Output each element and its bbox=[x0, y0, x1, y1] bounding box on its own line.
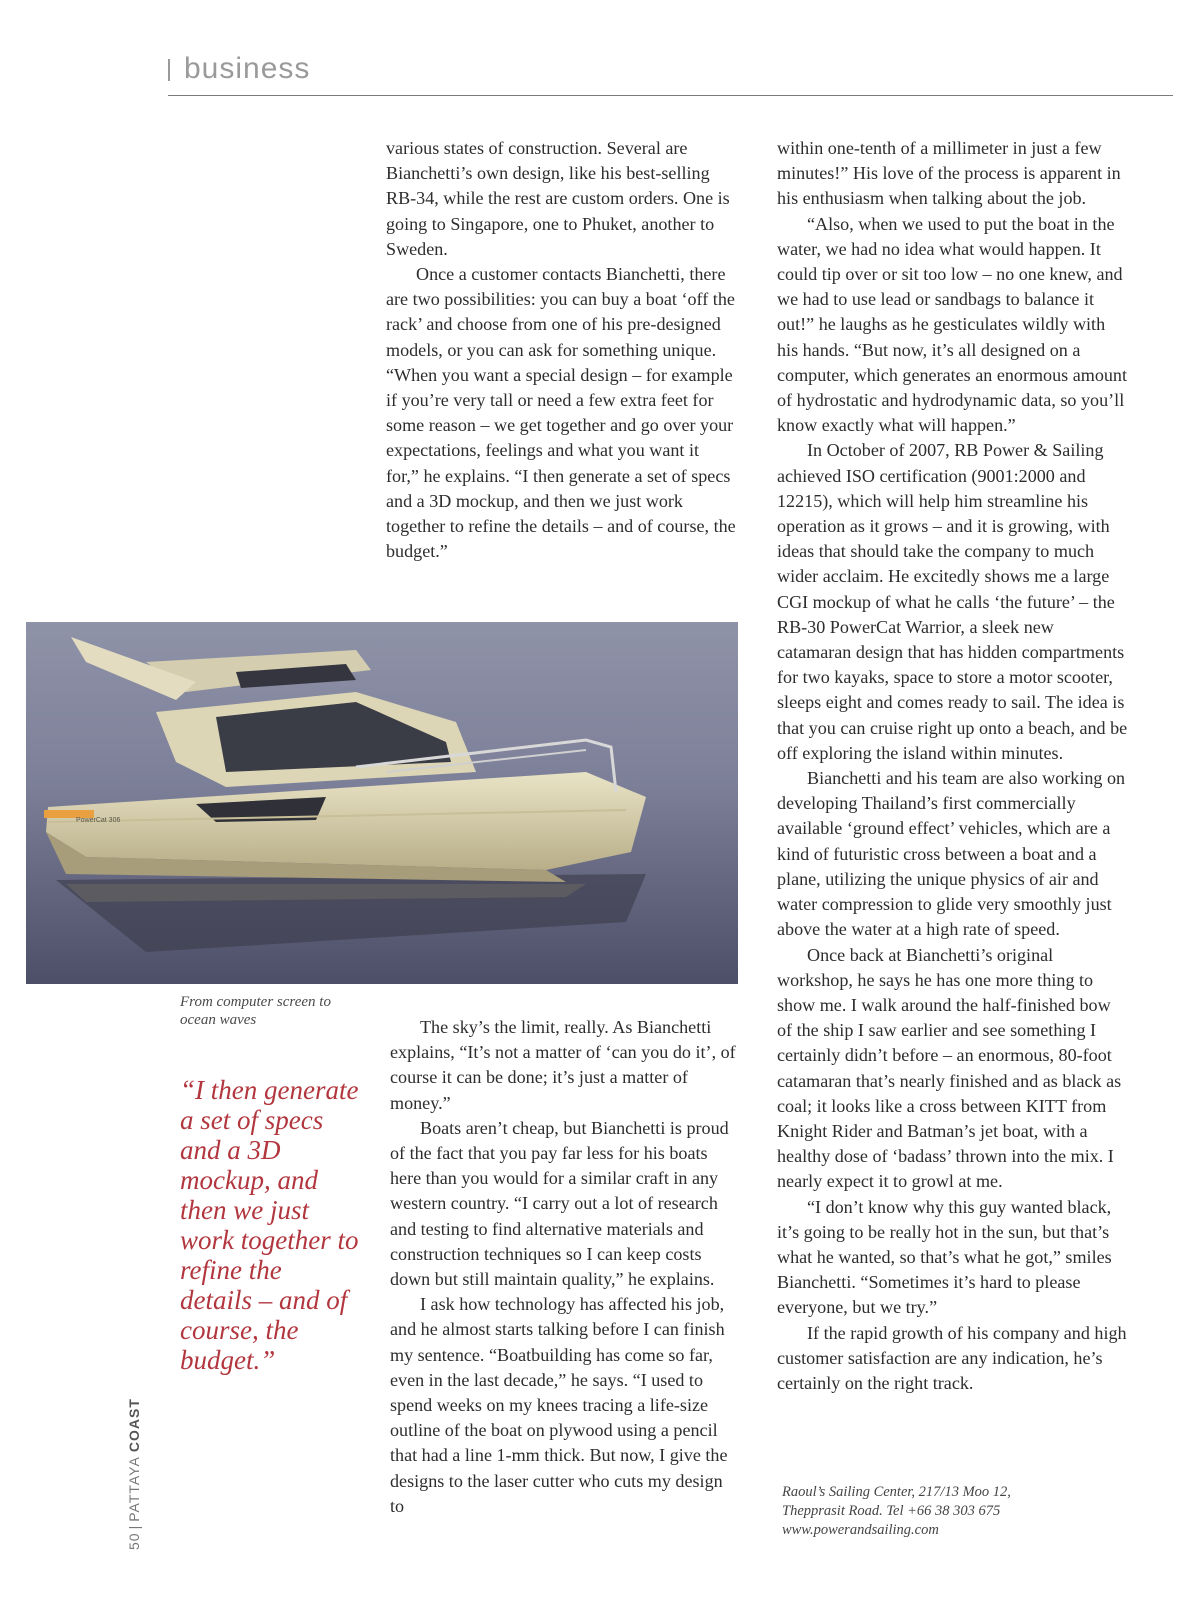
paragraph: various states of construction. Several are Bianchetti’s own design, like his best-selling RB-34, while the rest are custom orders. One is going to Singapore, one to Phuket, another to Sweden. bbox=[386, 138, 730, 259]
paragraph: Once back at Bianchetti’s original workshop, he says he has one more thing to show me. I walk around the half-finished bow of the ship I saw earlier and see something I certainly didn’t before – an enormous, 80-foot catamaran that’s nearly finished and as black as coal; it looks like a cross between KITT from Knight Rider and Batman’s jet boat, with a healthy dose of ‘badass’ thrown into the mix. I nearly expect it to growl at me. bbox=[777, 944, 1122, 1192]
paragraph: Bianchetti and his team are also working on developing Thailand’s first commercially available ‘ground effect’ vehicles, which are a kind of futuristic cross between a boat and a plane, utilizing the unique physics of air and water compression to glide very smoothly just above the water at a high rate of speed. bbox=[777, 768, 1126, 940]
page-folio bbox=[126, 1398, 142, 1550]
paragraph: If the rapid growth of his company and high customer satisfaction are any indication, he’s certainly on the right track. bbox=[777, 1322, 1127, 1393]
article-column-middle-bottom bbox=[390, 1015, 740, 1519]
paragraph: “I don’t know why this guy wanted black, it’s going to be really hot in the sun, but that’s what he wanted, so that’s what he got,” smiles Bianchetti. “Sometimes it’s hard to please everyone, but we try.” bbox=[777, 1196, 1112, 1318]
folio-separator: | bbox=[126, 1524, 142, 1530]
paragraph: Once a customer contacts Bianchetti, there are two possibilities: you can buy a boat ‘off the rack’ and choose from one of his pre-designed models, or you can ask for something unique. “When you want a special design – for example if you’re very tall or need a few extra feet for some reason – we get together and go over your expectations, feelings and what you want it for,” he explains. “I then generate a set of specs and a 3D mockup, and then we just work together to refine the details – and of course, the budget.” bbox=[386, 264, 736, 562]
hull-label: PowerCat 306 bbox=[76, 817, 121, 824]
section-title: business bbox=[184, 52, 311, 85]
credit-address: Raoul’s Sailing Center, 217/13 Moo 12, bbox=[782, 1484, 1011, 1500]
section-bar bbox=[168, 59, 170, 81]
pull-quote: “I then generate a set of specs and a 3D mockup, and then we just work together to refine the details – and of course, the budget.” bbox=[180, 1075, 359, 1375]
paragraph: Boats aren’t cheap, but Bianchetti is proud of the fact that you pay far less for his boats here than you would for a similar craft in any western country. “I carry out a lot of research and testing to find alternative materials and construction techniques so I can keep costs down but still maintain quality,” he explains. bbox=[390, 1117, 729, 1290]
paragraph: within one-tenth of a millimeter in just a few minutes!” His love of the process is apparent in his enthusiasm when talking about the job. bbox=[777, 138, 1121, 209]
credit-website: www.powerandsailing.com bbox=[782, 1522, 939, 1538]
article-column-middle-top bbox=[386, 136, 736, 564]
page-number: 50 bbox=[126, 1532, 142, 1550]
header-rule bbox=[168, 95, 1173, 96]
paragraph: I ask how technology has affected his job, and he almost starts talking before I can finish my sentence. “Boatbuilding has come so far, even in the last decade,” he says. “I used to spend weeks on my knees tracing a life-size outline of the boat on plywood using a pencil that had a line 1-mm thick. But now, I give the designs to the laser cutter who cuts my design to bbox=[390, 1294, 728, 1516]
credit-road-phone: Thepprasit Road. Tel +66 38 303 675 bbox=[782, 1503, 1001, 1519]
paragraph: In October of 2007, RB Power & Sailing achieved ISO certification (9001:2000 and 12215), which will help him streamline his operation as it grows – and it is growing, with ideas that should take the company to much wider acclaim. He excitedly shows me a large CGI mockup of what he calls ‘the future’ – the RB-30 PowerCat Warrior, a sleek new catamaran design that has hidden compartments for two kayaks, space to store a motor scooter, sleeps eight and comes ready to sail. The idea is that you can cruise right up onto a beach, and be off exploring the island within minutes. bbox=[777, 440, 1128, 763]
section-header bbox=[168, 52, 310, 86]
article-column-right bbox=[777, 136, 1129, 1396]
boat-render-photo bbox=[26, 622, 738, 984]
business-credit bbox=[782, 1483, 1102, 1540]
paragraph: “Also, when we used to put the boat in the water, we had no idea what would happen. It could tip over or sit too low – no one knew, and we had to use lead or sandbags to balance it out!” he laughs as he gesticulates wildly with his hands. “But now, it’s all designed on a computer, which generates an enormous amount of hydrostatic and hydrodynamic data, so you’ll know exactly what will happen.” bbox=[777, 213, 1127, 436]
photo-caption: From computer screen to ocean waves bbox=[180, 994, 331, 1028]
magazine-name-a: PATTAYA bbox=[126, 1456, 142, 1522]
magazine-name-b: COAST bbox=[126, 1398, 142, 1453]
paragraph: The sky’s the limit, really. As Bianchetti explains, “It’s not a matter of ‘can you do it’, of course it can be done; it’s just a matter of money.” bbox=[390, 1017, 736, 1113]
